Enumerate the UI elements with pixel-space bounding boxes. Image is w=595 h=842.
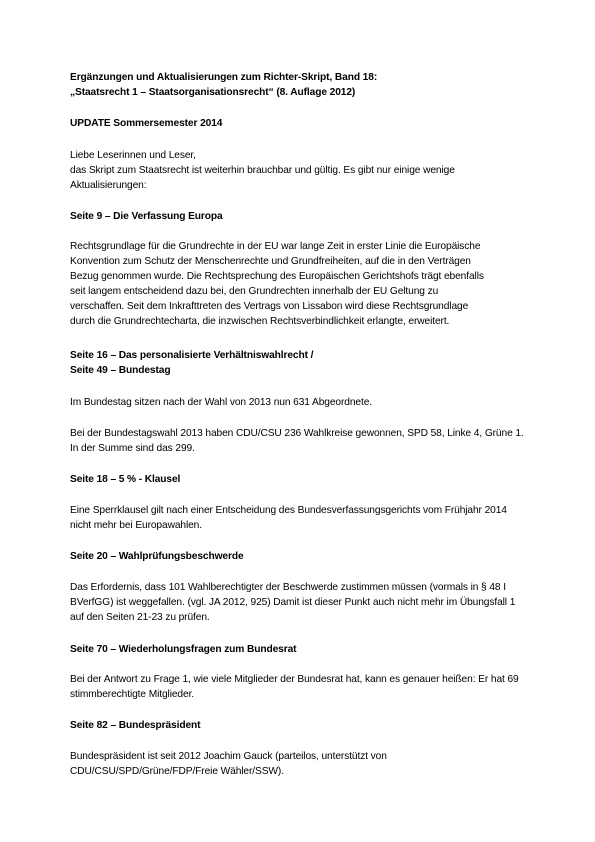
section-heading bbox=[70, 642, 550, 657]
heading-line: Seite 16 – Das personalisierte Verhältniswahlrecht / bbox=[70, 350, 314, 361]
paragraph-line: auf den Seiten 21-23 zu prüfen. bbox=[70, 612, 210, 624]
paragraph-line: Bei der Antwort zu Frage 1, wie viele Mitglieder der Bundesrat hat, kann es genauer heißen: Er hat 69 bbox=[70, 674, 519, 685]
paragraph-line: Im Bundestag sitzen nach der Wahl von 2013 nun 631 Abgeordnete. bbox=[70, 397, 372, 408]
paragraph-line: BVerfGG) ist weggefallen. (vgl. JA 2012, 925) Damit ist dieser Punkt auch nicht mehr im Übungsfall 1 bbox=[70, 597, 516, 609]
section-heading bbox=[70, 209, 550, 224]
section-paragraph bbox=[70, 672, 550, 702]
paragraph-line: verschaffen. Seit dem Inkrafttreten des Vertrags von Lissabon wird diese Rechtsgrundlage bbox=[70, 301, 469, 313]
intro-paragraph bbox=[70, 148, 550, 193]
paragraph-line: Konvention zum Schutz der Menschenrechte und Grundfreiheiten, auf die in den Verträgen bbox=[70, 256, 471, 268]
section-heading bbox=[70, 348, 550, 378]
section-heading bbox=[70, 549, 550, 564]
paragraph-line: Bei der Bundestagswahl 2013 haben CDU/CSU 236 Wahlkreise gewonnen, SPD 58, Linke 4, Grüne 1. bbox=[70, 428, 524, 439]
paragraph-line: Das Erfordernis, dass 101 Wahlberechtigter der Beschwerde zustimmen müssen (vormals in § 48 I bbox=[70, 582, 506, 593]
intro-line: Liebe Leserinnen und Leser, bbox=[70, 150, 196, 161]
header-line: „Staatsrecht 1 – Staatsorganisationsrecht“ (8. Auflage 2012) bbox=[70, 87, 356, 99]
paragraph-line: Eine Sperrklausel gilt nach einer Entscheidung des Bundesverfassungsgerichts vom Frühjahr 2014 bbox=[70, 505, 507, 516]
paragraph-line: Bezug genommen wurde. Die Rechtsprechung des Europäischen Gerichtshofs trägt ebenfalls bbox=[70, 271, 484, 283]
paragraph-line: seit langem entscheidend dazu bei, den Grundrechten innerhalb der EU Geltung zu bbox=[70, 286, 439, 298]
paragraph-line: durch die Grundrechtecharta, die inzwischen Rechtsverbindlichkeit erlangte, erweitert. bbox=[70, 316, 450, 328]
update-title-text: UPDATE Sommersemester 2014 bbox=[70, 118, 223, 129]
section-paragraph bbox=[70, 503, 550, 533]
heading-line: Seite 9 – Die Verfassung Europa bbox=[70, 211, 223, 222]
heading-line: Seite 49 – Bundestag bbox=[70, 365, 171, 377]
paragraph-line: In der Summe sind das 299. bbox=[70, 443, 195, 455]
paragraph-line: CDU/CSU/SPD/Grüne/FDP/Freie Wähler/SSW). bbox=[70, 766, 284, 778]
heading-line: Seite 82 – Bundespräsident bbox=[70, 720, 201, 731]
intro-line: das Skript zum Staatsrecht ist weiterhin brauchbar und gültig. Es gibt nur einige wenige bbox=[70, 165, 455, 177]
document-header bbox=[70, 70, 550, 100]
intro-line: Aktualisierungen: bbox=[70, 180, 147, 192]
heading-line: Seite 18 – 5 % - Klausel bbox=[70, 474, 181, 485]
header-line: Ergänzungen und Aktualisierungen zum Richter-Skript, Band 18: bbox=[70, 72, 378, 83]
section-heading bbox=[70, 718, 550, 733]
paragraph-line: nicht mehr bei Europawahlen. bbox=[70, 520, 202, 532]
update-title bbox=[70, 116, 550, 131]
section-paragraph bbox=[70, 580, 550, 625]
section-paragraph bbox=[70, 426, 550, 456]
section-paragraph bbox=[70, 239, 550, 330]
section-paragraph bbox=[70, 395, 550, 410]
paragraph-line: stimmberechtigte Mitglieder. bbox=[70, 689, 195, 701]
heading-line: Seite 20 – Wahlprüfungsbeschwerde bbox=[70, 551, 244, 562]
section-heading bbox=[70, 472, 550, 487]
heading-line: Seite 70 – Wiederholungsfragen zum Bundesrat bbox=[70, 644, 297, 655]
paragraph-line: Bundespräsident ist seit 2012 Joachim Gauck (parteilos, unterstützt von bbox=[70, 751, 387, 762]
paragraph-line: Rechtsgrundlage für die Grundrechte in der EU war lange Zeit in erster Linie die Europäische bbox=[70, 241, 481, 252]
section-paragraph bbox=[70, 749, 550, 779]
